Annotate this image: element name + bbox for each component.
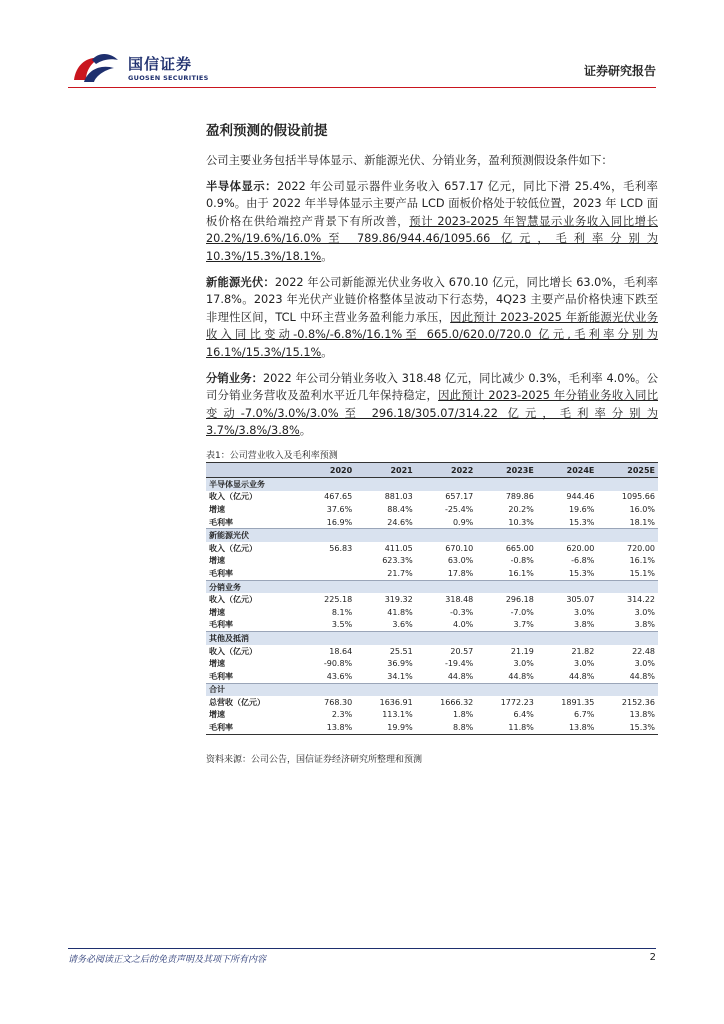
table-row: [206, 721, 658, 734]
table-cell: 8.1%: [331, 607, 353, 617]
table-row-label: 收入（亿元）: [209, 543, 257, 553]
table-group-label: 其他及抵消: [206, 632, 658, 645]
footer-divider: [68, 948, 656, 949]
semiconductor-display-paragraph: [206, 178, 658, 266]
forecast-table: [206, 462, 658, 735]
table-cell: 15.1%: [629, 568, 655, 578]
guosen-logo: [70, 50, 210, 88]
table-cell: 1636.91: [379, 697, 413, 707]
table-row: [206, 709, 658, 722]
table-cell: 21.82: [571, 646, 595, 656]
semiconductor-display-forecast: 预计 2023-2025 年智慧显示业务收入同比增长 20.2%/19.6%/16.0%至 789.86/944.46/1095.66 亿元，毛利率分别为 10.3%/15.3%/18.1%: [206, 214, 658, 263]
table-cell: 720.00: [627, 543, 655, 553]
header-divider: [68, 87, 656, 88]
table-cell: 44.8%: [447, 671, 474, 681]
main-content: [206, 120, 658, 440]
table-group-row: [206, 529, 658, 542]
table-cell: 3.8%: [634, 620, 655, 630]
table-cell: 8.8%: [416, 721, 477, 734]
table-cell: 13.8%: [302, 721, 355, 734]
table-row-label: 毛利率: [209, 517, 233, 527]
table-cell: 21.19: [510, 646, 534, 656]
table-cell: 6.4%: [513, 710, 534, 720]
table-cell: 19.6%: [568, 504, 595, 514]
table-cell: 37.6%: [326, 504, 353, 514]
distribution-label: 分销业务：: [206, 371, 263, 385]
table-cell: 3.6%: [392, 620, 413, 630]
table-cell: 1772.23: [500, 697, 534, 707]
new-energy-pv-text: 2022 年公司新能源光伏业务收入 670.10 亿元，同比增长 63.0%，毛利率 17.8%。2023 年光伏产业链价格整体呈波动下行态势，4Q23 主要产品价格快速下跌至非理性区间，TCL 中环主营业务盈利能力承压，: [206, 275, 658, 324]
table-cell: 16.1%: [629, 556, 655, 566]
footer-disclaimer: 请务必阅读正文之后的免责声明及其项下所有内容: [68, 955, 267, 965]
page-header: [68, 50, 658, 90]
table-cell: 1.8%: [452, 710, 474, 720]
table-cell: 63.0%: [447, 556, 474, 566]
table-row: [206, 696, 658, 709]
table-row-label: 增速: [209, 607, 225, 617]
table-group-label: 新能源光伏: [206, 529, 658, 542]
table-cell: 18.1%: [629, 517, 655, 527]
table-header-cell: 2020: [302, 463, 355, 478]
table-row: [206, 542, 658, 555]
table-cell: 17.8%: [447, 568, 474, 578]
table-header-cell: 2025E: [597, 463, 658, 478]
table-cell: 11.8%: [476, 721, 537, 734]
table-row: [206, 645, 658, 658]
table-cell: -0.8%: [510, 556, 534, 566]
logo-chinese-name: 国信证券: [128, 55, 193, 73]
table-header-cell: [206, 463, 302, 478]
table-row: [206, 555, 658, 568]
table-group-label: 半导体显示业务: [206, 478, 658, 491]
table-cell: 623.3%: [382, 556, 413, 566]
table-row: [206, 567, 658, 580]
table-cell: 44.8%: [508, 671, 534, 681]
table-group-row: [206, 632, 658, 645]
table-cell: 665.00: [505, 543, 534, 553]
distribution-end: 。: [299, 424, 312, 438]
table-group-row: [206, 580, 658, 593]
table-cell: 16.9%: [326, 517, 353, 527]
table-cell: 768.30: [324, 697, 353, 707]
semiconductor-display-end: 。: [321, 249, 333, 263]
table-cell: -90.8%: [323, 659, 353, 669]
intro-paragraph: 公司主要业务包括半导体显示、新能源光伏、分销业务，盈利预测假设条件如下：: [206, 154, 613, 167]
revenue-margin-table: [206, 462, 658, 735]
table-row: [206, 657, 658, 670]
table-cell: 467.65: [324, 492, 353, 502]
table-cell: 19.9%: [355, 721, 416, 734]
table-row: [206, 619, 658, 632]
table-cell: 4.0%: [452, 620, 474, 630]
new-energy-pv-paragraph: [206, 274, 658, 362]
new-energy-pv-forecast: 因此预计 2023-2025 年新能源光伏业务收入同比变动-0.8%/-6.8%/16.1%至 665.0/620.0/720.0 亿元,毛利率分别为 16.1%/15.3%/15.1%: [206, 310, 658, 359]
table-cell: 318.48: [445, 595, 474, 605]
table-header-cell: 2021: [355, 463, 416, 478]
table-row-label: 毛利率: [209, 671, 233, 681]
table-row-label: 收入（亿元）: [209, 595, 257, 605]
table-cell: 56.83: [329, 543, 353, 553]
table-cell: 3.8%: [574, 620, 595, 630]
table-cell: 113.1%: [382, 710, 413, 720]
table-cell: 25.51: [389, 646, 413, 656]
table-cell: 881.03: [384, 492, 413, 502]
table-row-label: 增速: [209, 659, 225, 669]
table-cell: 3.7%: [513, 620, 534, 630]
table-cell: [302, 567, 355, 580]
table-cell: 1095.66: [621, 492, 655, 502]
table-row-label: 毛利率: [209, 568, 233, 578]
table-cell: -7.0%: [510, 607, 534, 617]
table-cell: 944.46: [566, 492, 595, 502]
table-cell: 3.0%: [574, 607, 595, 617]
new-energy-pv-end: 。: [321, 345, 333, 359]
table-row-label: 毛利率: [206, 721, 302, 734]
table-cell: 3.0%: [513, 659, 534, 669]
table-cell: 44.8%: [629, 671, 655, 681]
table-cell: 15.3%: [597, 721, 658, 734]
table-cell: 3.0%: [634, 607, 655, 617]
table-cell: 15.3%: [568, 568, 595, 578]
distribution-text: 2022 年公司分销业务收入 318.48 亿元，同比减少 0.3%，毛利率 4.0%。公司分销业务营收及盈利水平近几年保持稳定，: [206, 371, 658, 403]
table-cell: 15.3%: [568, 517, 595, 527]
table-cell: -19.4%: [444, 659, 474, 669]
table-cell: -25.4%: [444, 504, 474, 514]
table-row-label: 毛利率: [209, 620, 233, 630]
table-cell: 670.10: [445, 543, 474, 553]
table-header-cell: 2022: [416, 463, 477, 478]
table-header-row: [206, 463, 658, 478]
table-cell: 620.00: [566, 543, 595, 553]
table-cell: 34.1%: [387, 671, 413, 681]
page-number: 2: [649, 952, 656, 963]
table-group-row: [206, 478, 658, 491]
table-cell: 21.7%: [387, 568, 413, 578]
table-header-cell: 2024E: [537, 463, 598, 478]
table-cell: -6.8%: [571, 556, 595, 566]
report-type-label: 证券研究报告: [583, 64, 656, 78]
table-row: [206, 491, 658, 504]
table-row: [206, 516, 658, 529]
table-cell: 16.0%: [629, 504, 655, 514]
table-row: [206, 593, 658, 606]
table-cell: 20.2%: [508, 504, 534, 514]
table-cell: 44.8%: [568, 671, 595, 681]
table-cell: 1666.32: [440, 697, 474, 707]
table-cell: 6.7%: [574, 710, 595, 720]
table-caption: 表1：公司营业收入及毛利率预测: [206, 451, 338, 461]
semiconductor-display-label: 半导体显示：: [206, 179, 277, 193]
table-row: [206, 670, 658, 683]
table-cell: 10.3%: [508, 517, 534, 527]
table-cell: 2152.36: [621, 697, 655, 707]
table-cell: [302, 555, 355, 568]
table-row: [206, 503, 658, 516]
table-cell: 225.18: [324, 595, 353, 605]
table-cell: 296.18: [505, 595, 534, 605]
table-cell: 3.0%: [634, 659, 655, 669]
table-cell: 2.3%: [331, 710, 353, 720]
table-cell: 789.86: [505, 492, 534, 502]
table-cell: 41.8%: [387, 607, 413, 617]
table-row-label: 收入（亿元）: [209, 492, 257, 502]
logo-english-name: GUOSEN SECURITIES: [128, 74, 209, 82]
guosen-logo-mark-icon: [70, 50, 122, 86]
table-cell: 13.8%: [537, 721, 598, 734]
table-cell: 0.9%: [452, 517, 474, 527]
table-cell: 22.48: [632, 646, 655, 656]
table-row-label: 总营收（亿元）: [209, 697, 265, 707]
table-row-label: 增速: [209, 710, 225, 720]
table-source-note: 资料来源：公司公告，国信证券经济研究所整理和预测: [206, 755, 423, 765]
table-row: [206, 606, 658, 619]
table-cell: 13.8%: [629, 710, 655, 720]
new-energy-pv-label: 新能源光伏：: [206, 275, 275, 289]
table-cell: 36.9%: [387, 659, 413, 669]
table-group-label: 分销业务: [206, 580, 658, 593]
table-cell: 18.64: [329, 646, 353, 656]
table-group-row: [206, 683, 658, 696]
semiconductor-display-text: 2022 年公司显示器件业务收入 657.17 亿元，同比下滑 25.4%，毛利率 0.9%。由于 2022 年半导体显示主要产品 LCD 面板价格处于较低位置，2023 年 LCD 面板价格在供给端控产背景下有所改善，: [206, 179, 658, 228]
table-cell: 3.5%: [331, 620, 353, 630]
distribution-paragraph: [206, 370, 658, 440]
table-row-label: 收入（亿元）: [209, 646, 257, 656]
table-header-cell: 2023E: [476, 463, 537, 478]
table-cell: 16.1%: [508, 568, 534, 578]
table-cell: 319.32: [384, 595, 413, 605]
table-cell: -0.3%: [450, 607, 474, 617]
table-cell: 305.07: [566, 595, 595, 605]
table-cell: 314.22: [627, 595, 655, 605]
table-group-label: 合计: [206, 683, 658, 696]
table-body: [206, 478, 658, 735]
distribution-forecast: 因此预计 2023-2025 年分销业务收入同比变动-7.0%/3.0%/3.0%至 296.18/305.07/314.22 亿元，毛利率分别为 3.7%/3.8%/3.8%: [206, 389, 658, 438]
table-cell: 657.17: [445, 492, 474, 502]
table-cell: 88.4%: [387, 504, 413, 514]
table-row-label: 增速: [209, 504, 225, 514]
table-cell: 24.6%: [387, 517, 413, 527]
table-cell: 20.57: [450, 646, 474, 656]
table-cell: 411.05: [384, 543, 413, 553]
section-title: 盈利预测的假设前提: [206, 123, 328, 139]
table-cell: 43.6%: [326, 671, 353, 681]
table-cell: 3.0%: [574, 659, 595, 669]
table-cell: 1891.35: [561, 697, 595, 707]
table-row-label: 增速: [209, 556, 225, 566]
